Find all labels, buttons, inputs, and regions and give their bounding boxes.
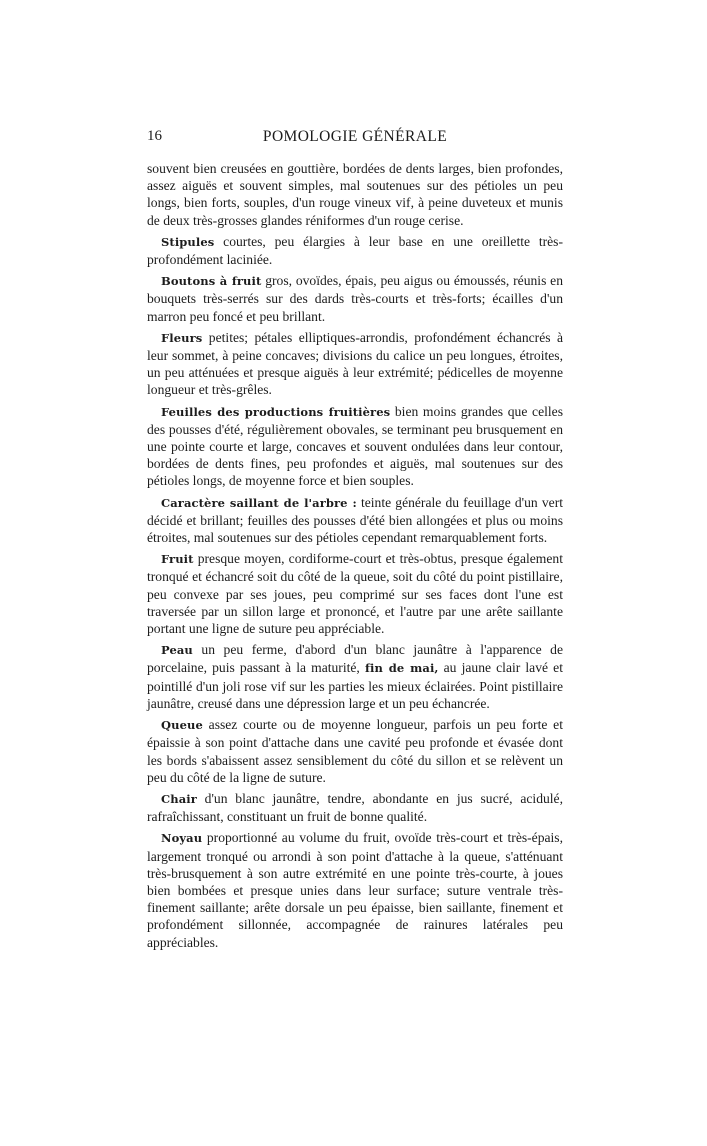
paragraph-term: Caractère saillant de l'arbre : [161,495,357,510]
paragraph-fruit [147,550,563,637]
paragraph-feuilles [147,403,563,490]
paragraph-term: Fruit [161,552,194,567]
paragraph-text: courtes, peu élargies à leur base en une oreillette très-profondément laciniée. [147,233,563,268]
paragraph-term: Stipules [161,234,215,249]
inline-bold-date: fin de mai, [364,661,439,676]
paragraph-text: teinte générale du feuillage d'un vert décidé et brillant; feuilles des pousses d'été bien allongées et plus ou moins étroites, mal soutenues sur des pétioles cependant remarquablement forts. [147,494,563,546]
paragraph-term: Noyau [161,831,203,846]
paragraph-term: Feuilles des productions fruitières [161,404,391,419]
paragraph-text: assez courte ou de moyenne longueur, parfois un peu forte et épaissie à son point d'attache dans une cavité peu profonde et évasée dont les bords s'abaissent assez sensiblement du côté du sillon et se relèvent un peu du côté de la ligne de suture. [147,717,563,785]
paragraph-text: souvent bien creusées en gouttière, bordées de dents larges, bien profondes, assez aiguës et souvent simples, mal soutenues sur des pétioles un peu longs, bien forts, souples, d'un rouge vineux vif, à peine duveteux et munis de deux très-grosses glandes réniformes d'un rouge cerise. [147,161,563,228]
book-page [147,128,563,955]
paragraph-peau [147,641,563,712]
running-title: POMOLOGIE GÉNÉRALE [262,128,448,145]
paragraph-text: d'un blanc jaunâtre, tendre, abondante en jus sucré, acidulé, rafraîchissant, constituant un fruit de bonne qualité. [147,790,563,825]
paragraph-text: un peu ferme, d'abord d'un blanc jaunâtre à l'apparence de porcelaine, puis passant à la maturité, [147,642,563,676]
paragraph-term: Boutons à fruit [161,274,262,289]
paragraph-text: petites; pétales elliptiques-arrondis, profondément échancrés à leur sommet, à peine concaves; divisions du calice un peu longues, étroites, un peu atténuées et presque aiguës à leur extrémité; pédicelles de moyenne longueur et très-grêles. [147,329,563,398]
paragraph-continuation [147,160,563,229]
paragraph-noyau [147,829,563,950]
paragraph-chair [147,790,563,825]
paragraph-term: Chair [161,791,197,806]
paragraph-text-after: au jaune clair lavé et pointillé d'un joli rose vif sur les parties les mieux éclairées. Point pistillaire jaunâtre, creusé dans une dépression large et un peu échancrée. [147,660,563,711]
page-number: 16 [147,128,162,144]
paragraph-caractere [147,494,563,547]
paragraph-text: proportionné au volume du fruit, ovoïde très-court et très-épais, largement tronqué ou arrondi à son point d'attache à la queue, s'atténuant très-brusquement à son autre extrémité en une pointe très-courte, à joues bien bombées et presque unies dans leur surface; suture ventrale très-finement saillante; arête dorsale un peu épaisse, bien saillante, finement et profondément sillonnée, accompagnée de rainures latérales peu appréciables. [147,830,563,950]
paragraph-fleurs [147,329,563,399]
paragraph-text: bien moins grandes que celles des pousses d'été, régulièrement obovales, se terminant peu brusquement en une pointe courte et large, concaves et souvent ondulées dans leur contour, bordées de dents fines, peu profondes et aiguës, mal soutenues sur des pétioles longs, de moyenne force et bien souples. [147,403,563,489]
paragraph-term: Queue [161,718,203,733]
paragraph-term: Peau [161,643,193,658]
running-head [147,128,563,150]
paragraph-term: Fleurs [161,330,203,345]
paragraph-text: gros, ovoïdes, épais, peu aigus ou émoussés, réunis en bouquets très-serrés sur des dards très-courts et très-forts; écailles d'un marron peu foncé et peu brillant. [147,273,563,324]
paragraph-queue [147,716,563,786]
paragraph-text: presque moyen, cordiforme-court et très-obtus, presque également tronqué et échancré soit du côté de la queue, soit du côté du point pistillaire, peu convexe par ses joues, peu comprimé sur ses faces dont l'une est traversée par un sillon large et prononcé, et l'autre par une arête saillante portant une ligne de suture peu appréciable. [147,551,563,637]
paragraph-stipules [147,233,563,268]
paragraph-boutons [147,272,563,325]
